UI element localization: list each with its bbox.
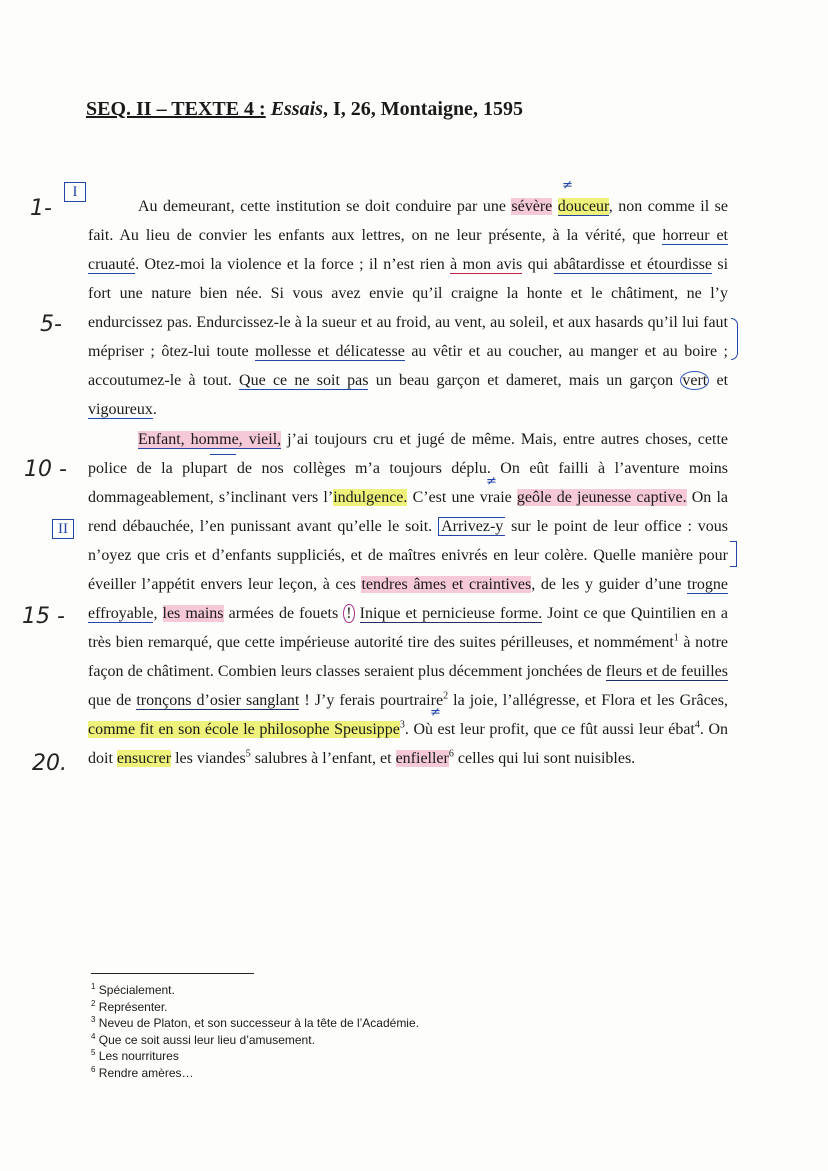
text-span: . [152,401,157,418]
text-span: j’ai toujours cru et jugé de même. Mais, entre autres choses, cette police de la plupart de nos collèges m’a toujours déplu. On eût failli à l’aventure moins dommageablement, s’inclinant vers l’ [88,431,729,506]
text-span: Au demeurant, cette institution se doit conduire par une [138,198,512,215]
text-span: au vêtir et au coucher, au manger et au boire ; accoutumez-le à tout. [88,343,728,389]
margin-bracket [731,318,738,360]
footnote: $^2$ Représenter. [91,998,168,1014]
circled-exclamation: ! [343,604,354,623]
footnote-ref-3: 3 [399,719,405,731]
footnote: $^6$ Rendre amères… [91,1064,194,1080]
highlight-speusippe: comme fit en son école le philosophe Speusippe [88,721,400,738]
highlight-les-mains: les mains [162,605,224,622]
margin-bracket [730,541,737,567]
text-span: ! J’y ferais pourtraire [299,692,444,709]
footnote-ref-2: 2 [443,690,449,702]
section-mark-1: I [64,182,86,202]
highlight-indulgence: indulgence. [333,489,408,506]
underline-que-ce-ne-soit-pas: Que ce ne soit pas [239,372,369,389]
footnote: $^5$ Les nourritures [91,1048,179,1063]
text-span: . Où est leur profit, que ce fût aussi leur ébat [404,721,695,738]
highlight-ensucrer: ensucrer [116,750,172,767]
footnote: $^4$ Que ce soit aussi leur lieu d’amusement. [91,1031,315,1047]
highlight-enfieller: enfieller [395,750,449,767]
text-span: salubres à l’enfant, et [250,750,396,767]
text-span: que de [88,692,137,709]
text-span [355,605,360,622]
text-span: celles qui lui sont nuisibles. [453,750,636,767]
underline-trogne: trogne effroyable [88,576,728,622]
paragraph-2 [88,425,728,773]
underline-vigoureux: vigoureux [88,401,153,418]
text-span: si fort une nature bien née. Si vous avez envie qu’il craigne la honte et le châtiment, ne l’y endurcissez pas. Endurcissez-le à la sueur et au froid, au vent, au soleil, et aux hasards qu’il lui faut mépriser ; ôtez-lui toute [88,256,729,360]
underline-fleurs: fleurs et de feuilles [605,663,729,680]
highlight-severe: sévère [511,198,553,215]
text-span [552,198,558,215]
not-equal-mark: ≠ [486,474,497,489]
footnote-rule [91,973,254,974]
title-prefix: SEQ. II – TEXTE 4 : [86,98,266,120]
text-span: , de les y guider d’une [531,576,688,593]
underline-a-mon-avis: à mon avis [450,256,523,273]
footnote-ref-1: 1 [673,632,679,644]
text-span: On la rend débauchée, l’en punissant avant qu’elle le soit. [88,489,728,535]
text-span: et [709,372,729,389]
line-number-10: 10 - [24,457,67,482]
text-span: C’est une vraie [407,489,517,506]
text-span: un beau garçon et dameret, mais un garçon [368,372,681,389]
text-span: sur le point de leur office : vous n’oyez que cris et d’enfants suppliciés, et de maîtres enivrés en leur colère. Quelle manière pour éveiller l’appétit envers leur leçon, à ces [88,518,728,593]
highlight-geole: geôle de jeunesse captive. [516,489,687,506]
text-span: qui [522,256,554,273]
line-number-20: 20. [32,751,67,776]
not-equal-mark: ≠ [430,705,441,720]
text-span: à notre façon de châtiment. Combien leurs classes seraient plus décemment jonchées de [88,634,728,680]
text-span: . Otez-moi la violence et la force ; il n’est rien [135,256,451,273]
line-number-15: 15 - [22,604,65,629]
underline-horreur-cruaute: horreur et cruauté [88,227,728,273]
paragraph-1 [88,192,728,424]
text-span: , non comme il se fait. Au lieu de convier les enfants aux lettres, on ne leur présente, à la vérité, que [88,198,729,244]
underline-abatardisse: abâtardisse et étourdisse [553,256,712,273]
underline-inique: Inique et pernicieuse forme. [359,605,543,622]
highlight-douceur: douceur [557,198,609,215]
text-span: la joie, l’allégresse, et Flora et les Grâces, [448,692,728,709]
circled-vert: vert [682,372,708,389]
title-rest: , I, 26, Montaigne, 1595 [322,98,523,120]
text-span: , [153,605,163,622]
footnotes [91,982,419,1081]
section-mark-2: II [52,519,74,539]
footnote-ref-4: 4 [694,719,700,731]
underline-mollesse: mollesse et délicatesse [255,343,405,360]
text-span: . On doit [88,721,728,767]
text-span: Joint ce que Quintilien en a très bien remarqué, que cette impérieuse autorité tire des suites périlleuses, et nommément [88,605,728,651]
footnote: $^3$ Neveu de Platon, et son successeur à la tête de l’Académie. [91,1015,419,1030]
highlight-tendres-ames: tendres âmes et craintives [361,576,532,593]
page-title [86,98,523,121]
not-equal-mark: ≠ [562,178,573,193]
footnote-ref-6: 6 [448,748,454,760]
bracketed-arrivez-y: Arrivez-y [438,517,505,536]
line-number-5: 5- [40,312,62,337]
footnote: $^1$ Spécialement. [91,982,175,997]
footnote-ref-5: 5 [245,748,251,760]
line-number-1: 1- [30,196,52,221]
highlight-enfant-homme-vieil: Enfant, homme, vieil, [138,431,282,448]
text-span: les viandes [171,750,246,767]
underline-troncons: tronçons d’osier sanglant [136,692,300,709]
title-work: Essais [270,98,323,120]
text-span: armées de fouets [223,605,344,622]
